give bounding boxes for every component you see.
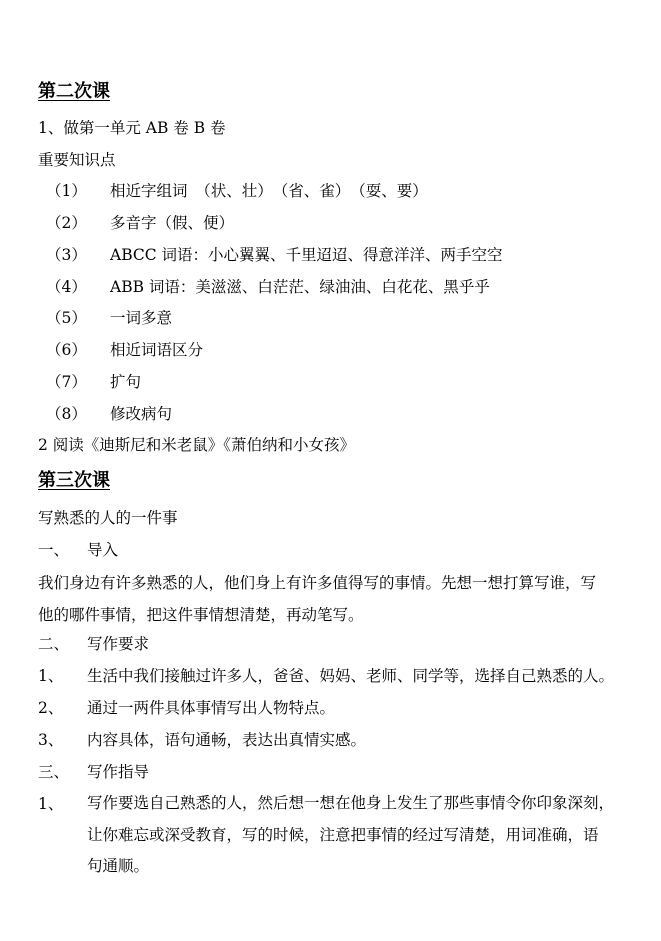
list-item-number: （4） bbox=[46, 278, 87, 296]
list-item-text: 生活中我们接触过许多人，爸爸、妈妈、老师、同学等，选择自己熟悉的人。 bbox=[87, 667, 615, 685]
list-item-text bbox=[87, 788, 632, 883]
section-number: 三、 bbox=[38, 763, 70, 781]
list-item-text: 扩句 bbox=[110, 373, 142, 391]
list-item-number: （8） bbox=[46, 405, 87, 423]
list-item-text: 通过一两件具体事情写出人物特点。 bbox=[87, 699, 336, 717]
list-item-number: 2、 bbox=[38, 699, 64, 717]
points-heading: 重要知识点 bbox=[38, 151, 116, 169]
list-item-text: ABCC 词语：小心翼翼、千里迢迢、得意洋洋、两手空空 bbox=[110, 246, 503, 264]
list-item-number: 1、 bbox=[38, 667, 64, 685]
section-title: 导入 bbox=[87, 541, 119, 559]
list-item-text: 修改病句 bbox=[110, 405, 173, 423]
list-item-number: 3、 bbox=[38, 731, 64, 749]
list-item-text: ABB 词语：美滋滋、白茫茫、绿油油、白花花、黑乎乎 bbox=[110, 278, 490, 296]
section-number: 一、 bbox=[38, 541, 70, 559]
list-item-number: （6） bbox=[46, 341, 87, 359]
section-title: 写作指导 bbox=[87, 763, 150, 781]
list-item-number: （2） bbox=[46, 214, 87, 232]
list-item-text: 多音字（假、便） bbox=[110, 214, 235, 232]
list-item-text: 内容具体，语句通畅，表达出真情实感。 bbox=[87, 731, 367, 749]
paragraph-line: 句通顺。 bbox=[87, 857, 150, 875]
lesson2-title: 第二次课 bbox=[38, 81, 110, 102]
paragraph-line: 我们身边有许多熟悉的人，他们身上有许多值得写的事情。先想一想打算写谁，写 bbox=[38, 574, 597, 592]
paragraph-line: 他的哪件事情，把这件事情想清楚，再动笔写。 bbox=[38, 606, 364, 624]
lesson2-task2: 2 阅读《迪斯尼和米老鼠》《萧伯纳和小女孩》 bbox=[38, 436, 356, 454]
list-item-number: （5） bbox=[46, 309, 87, 327]
section-title: 写作要求 bbox=[87, 635, 150, 653]
list-item-text: 相近字组词 （状、壮） （省、雀） （耍、要） bbox=[110, 182, 428, 200]
list-item-number: （7） bbox=[46, 373, 87, 391]
lesson3-subtitle: 写熟悉的人的一件事 bbox=[38, 509, 178, 527]
section-number: 二、 bbox=[38, 635, 70, 653]
list-item-number: （3） bbox=[46, 246, 87, 264]
lesson2-task1: 1、做第一单元 AB 卷 B 卷 bbox=[38, 119, 226, 137]
list-item-text: 一词多意 bbox=[110, 309, 173, 327]
paragraph-line: 写作要选自己熟悉的人，然后想一想在他身上发生了那些事情令你印象深刻， bbox=[87, 794, 615, 812]
list-item-number: 1、 bbox=[38, 795, 64, 813]
paragraph-line: 让你难忘或深受教育，写的时候，注意把事情的经过写清楚，用词准确，语 bbox=[87, 825, 599, 844]
list-item-text: 相近词语区分 bbox=[110, 341, 204, 359]
lesson3-title: 第三次课 bbox=[38, 470, 110, 491]
intro-paragraph bbox=[38, 567, 628, 631]
list-item-number: （1） bbox=[46, 182, 87, 200]
